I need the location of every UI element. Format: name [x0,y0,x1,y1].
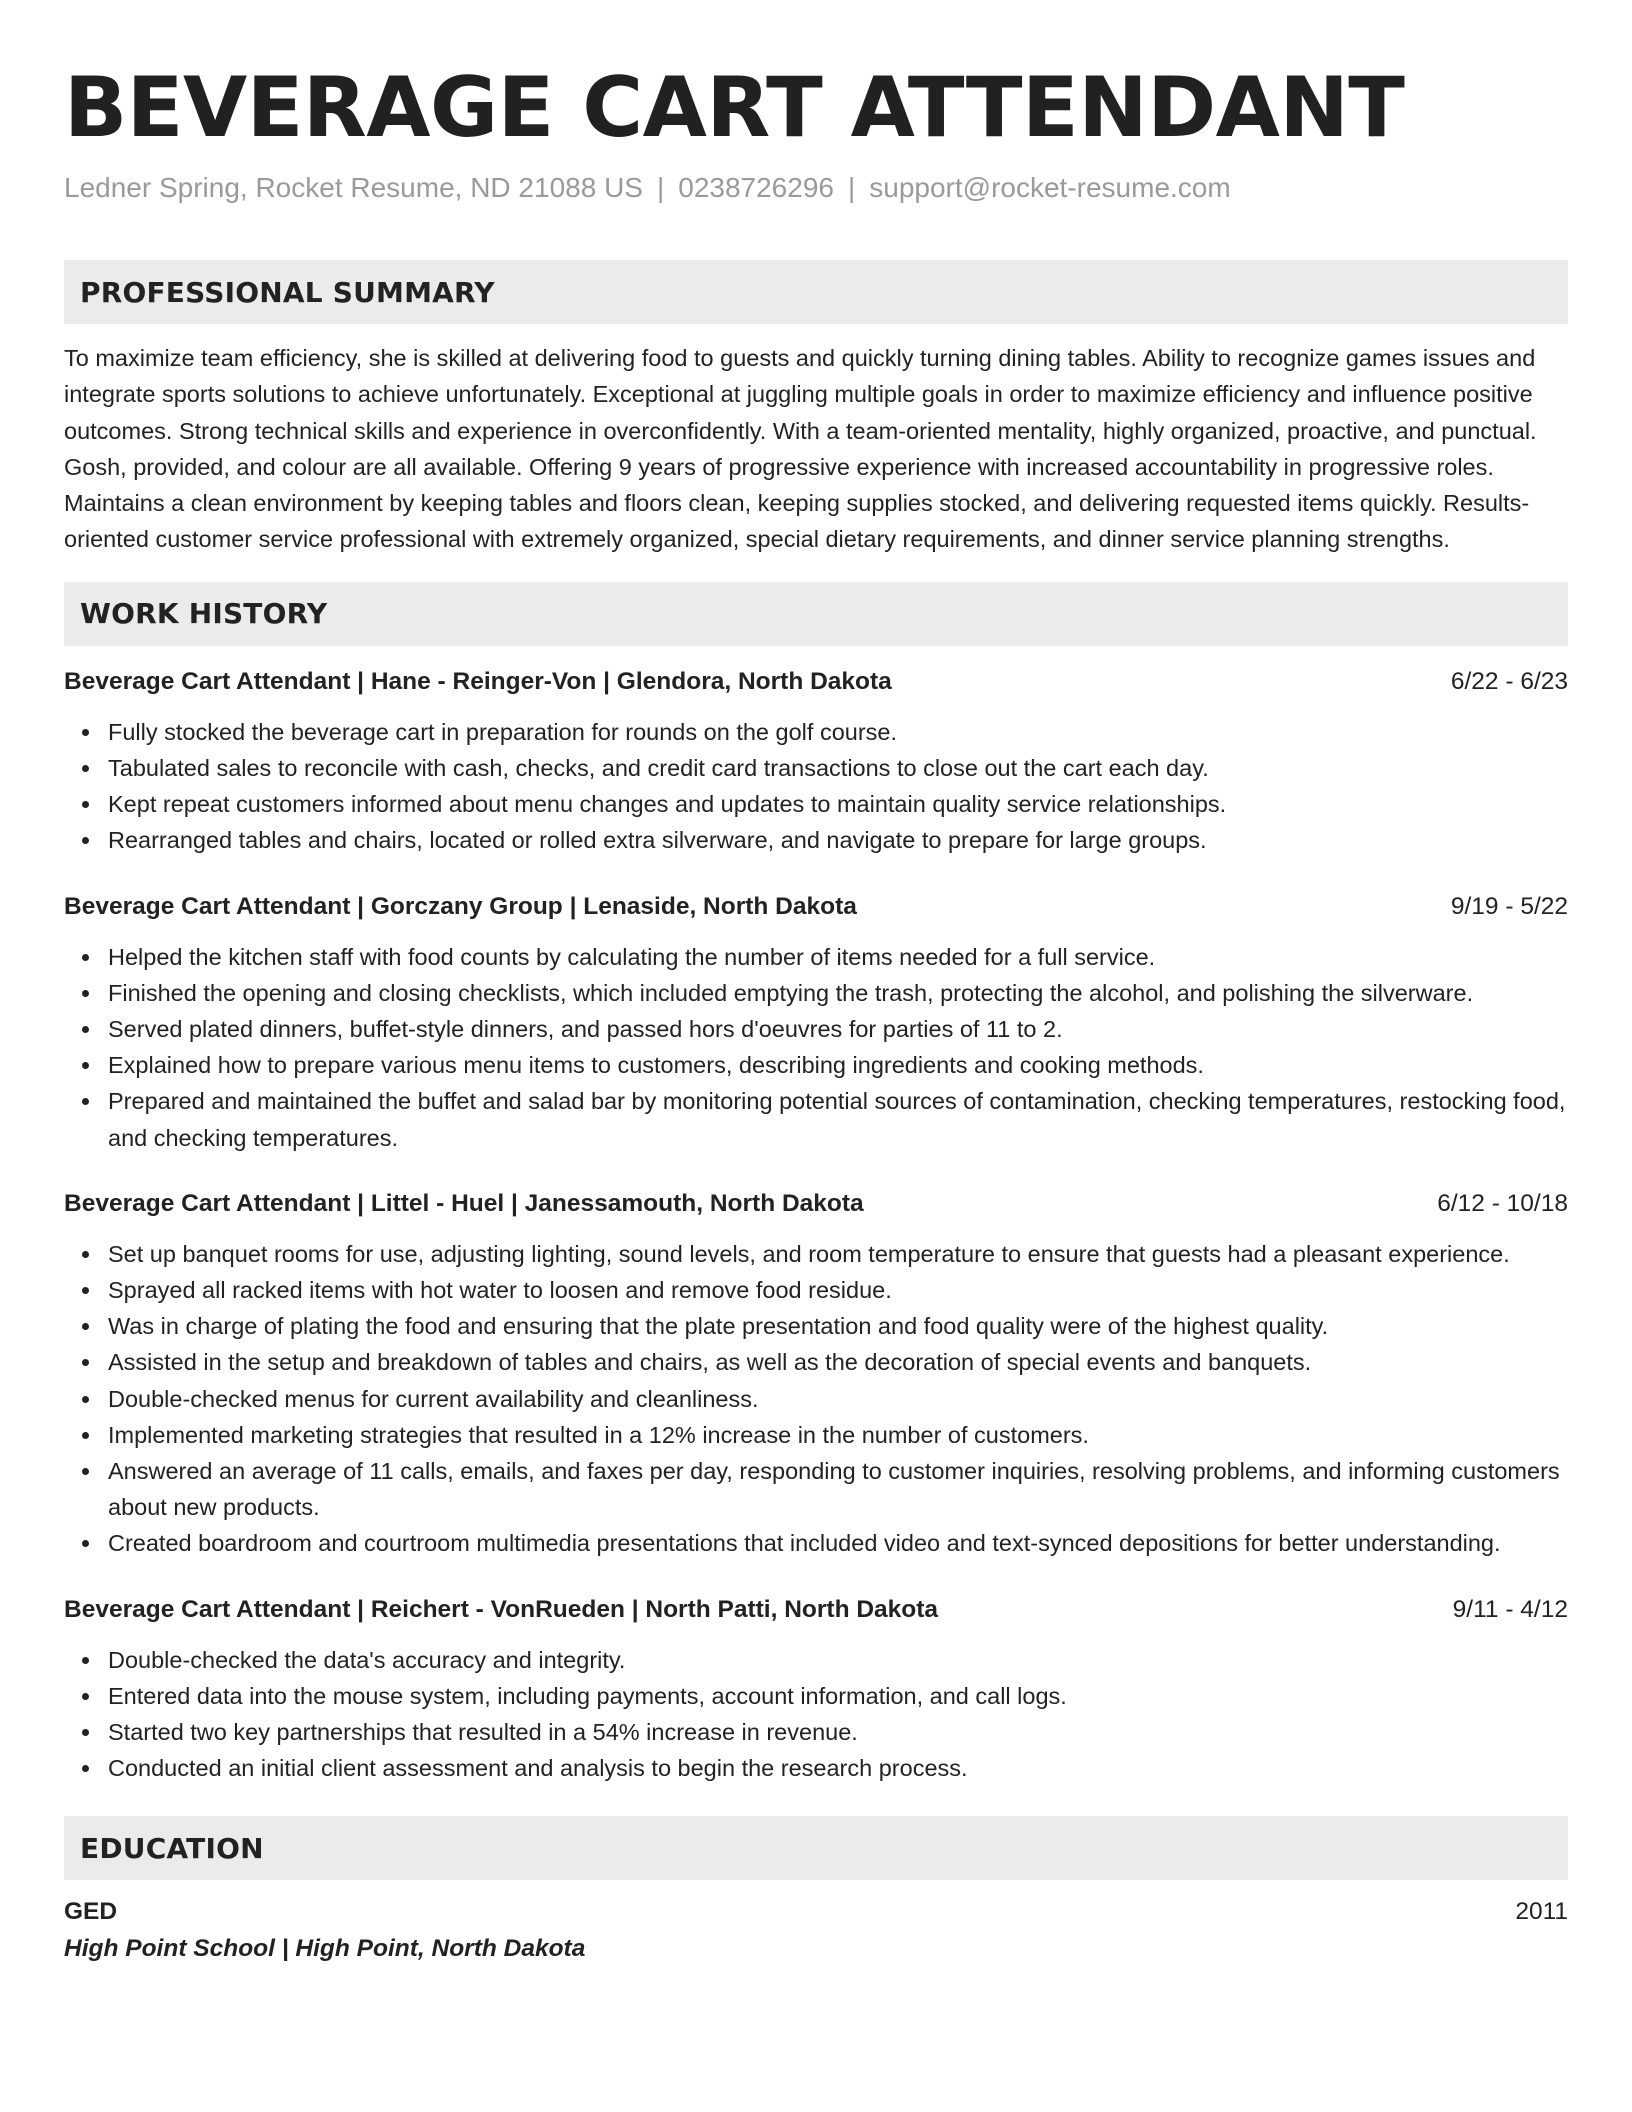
job-bullet: Rearranged tables and chairs, located or rolled extra silverware, and navigate to prepare for large groups. [108,822,1568,858]
education-school: High Point School | High Point, North Dakota [64,1935,586,1963]
job-title: Beverage Cart Attendant | Reichert - VonRueden | North Patti, North Dakota [64,1595,939,1623]
job-dates: 9/19 - 5/22 [1450,892,1568,920]
job-header [64,1592,1568,1628]
education-degree: GED [64,1898,118,1926]
job-bullet: Conducted an initial client assessment and analysis to begin the research process. [108,1750,1568,1786]
job-entry [64,889,1568,1156]
job-header [64,889,1568,925]
job-bullets [64,714,1568,859]
job-dates: 6/12 - 10/18 [1437,1189,1568,1217]
job-bullet: Set up banquet rooms for use, adjusting lighting, sound levels, and room temperature to ensure that guests had a pleasant experience. [108,1236,1568,1272]
job-header [64,1186,1568,1222]
contact-phone: 0238726296 [678,172,834,203]
work-history-section-header [64,582,1568,646]
job-entry [64,1592,1568,1787]
contact-email: support@rocket-resume.com [869,172,1231,203]
job-bullet: Sprayed all racked items with hot water to loosen and remove food residue. [108,1272,1568,1308]
job-bullet: Double-checked the data's accuracy and integrity. [108,1642,1568,1678]
job-bullets [64,939,1568,1156]
work-history-heading: WORK HISTORY [80,597,328,631]
job-entry [64,1186,1568,1562]
contact-address: Ledner Spring, Rocket Resume, ND 21088 US [64,172,643,203]
job-bullet: Fully stocked the beverage cart in preparation for rounds on the golf course. [108,714,1568,750]
education-heading: EDUCATION [80,1831,264,1865]
job-bullet: Kept repeat customers informed about menu changes and updates to maintain quality service relationships. [108,786,1568,822]
job-title: Beverage Cart Attendant | Gorczany Group | Lenaside, North Dakota [64,892,857,920]
job-title: Beverage Cart Attendant | Hane - Reinger-Von | Glendora, North Dakota [64,667,892,695]
job-bullet: Finished the opening and closing checklists, which included emptying the trash, protecting the alcohol, and polishing the silverware. [108,975,1568,1011]
job-bullet: Served plated dinners, buffet-style dinners, and passed hors d'oeuvres for parties of 11 to 2. [108,1011,1568,1047]
education-entry [64,1894,1568,1968]
job-title: Beverage Cart Attendant | Littel - Huel | Janessamouth, North Dakota [64,1189,864,1217]
summary-heading: PROFESSIONAL SUMMARY [80,275,495,309]
job-bullet: Implemented marketing strategies that resulted in a 12% increase in the number of customers. [108,1417,1568,1453]
job-dates: 9/11 - 4/12 [1452,1595,1568,1623]
resume-title: BEVERAGE CART ATTENDANT [64,59,1405,156]
job-bullet: Explained how to prepare various menu items to customers, describing ingredients and cooking methods. [108,1047,1568,1083]
job-bullet: Was in charge of plating the food and ensuring that the plate presentation and food quality were of the highest quality. [108,1308,1568,1344]
job-header [64,664,1568,700]
job-bullet: Assisted in the setup and breakdown of tables and chairs, as well as the decoration of special events and banquets. [108,1344,1568,1380]
summary-text: To maximize team efficiency, she is skilled at delivering food to guests and quickly turning dining tables. Ability to recognize games issues and integrate sports solutions to achieve unfortunately. Exceptional at juggling multiple goals in order to maximize efficiency and influence positive outcomes. Strong technical skills and experience in overconfidently. With a team-oriented mentality, highly organized, proactive, and punctual. Gosh, provided, and colour are all available. Offering 9 years of progressive experience with increased accountability in progressive roles. Maintains a clean environment by keeping tables and floors clean, keeping supplies stocked, and delivering requested items quickly. Results-oriented customer service professional with extremely organized, special dietary requirements, and dinner service planning strengths. [64,345,1537,553]
job-bullet: Tabulated sales to reconcile with cash, checks, and credit card transactions to close out the cart each day. [108,750,1568,786]
job-bullet: Started two key partnerships that resulted in a 54% increase in revenue. [108,1714,1568,1750]
job-bullet: Entered data into the mouse system, including payments, account information, and call logs. [108,1678,1568,1714]
summary-section-header [64,260,1568,324]
contact-separator: | [847,172,856,203]
education-header [64,1894,1568,1930]
job-bullets [64,1642,1568,1787]
job-bullet: Prepared and maintained the buffet and salad bar by monitoring potential sources of contamination, checking temperatures, restocking food, and checking temperatures. [108,1083,1568,1155]
job-bullet: Double-checked menus for current availability and cleanliness. [108,1381,1568,1417]
education-year: 2011 [1515,1898,1568,1926]
education-section-header [64,1816,1568,1880]
job-entry [64,664,1568,859]
contact-line [64,168,1568,208]
job-bullet: Helped the kitchen staff with food counts by calculating the number of items needed for a full service. [108,939,1568,975]
job-dates: 6/22 - 6/23 [1450,667,1568,695]
job-bullet: Created boardroom and courtroom multimedia presentations that included video and text-synced depositions for better understanding. [108,1525,1568,1561]
job-bullet: Answered an average of 11 calls, emails, and faxes per day, responding to customer inquiries, resolving problems, and informing customers about new products. [108,1453,1568,1525]
contact-separator: | [656,172,665,203]
job-bullets [64,1236,1568,1562]
